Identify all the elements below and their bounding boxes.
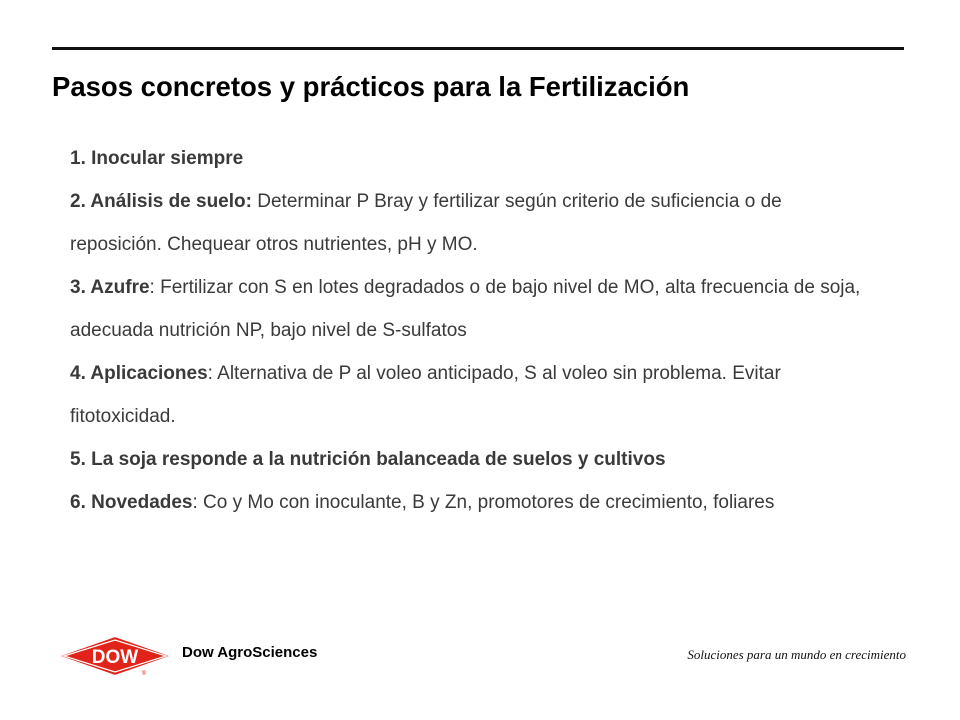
list-item-5-bold: 5. La soja responde a la nutrición balanceada de suelos y cultivos	[70, 449, 666, 470]
list-item-3-bold: 3. Azufre	[70, 277, 150, 298]
list-item-4-bold: 4. Aplicaciones	[70, 363, 208, 384]
list-item-4-text: : Alternativa de P al voleo anticipado, S al voleo sin problema. Evitar fitotoxicidad.	[70, 363, 781, 427]
list-item-6-text: : Co y Mo con inoculante, B y Zn, promotores de crecimiento, foliares	[192, 492, 775, 513]
content-list	[70, 137, 870, 524]
list-item-6-bold: 6. Novedades	[70, 492, 193, 513]
list-item-2-text: Determinar P Bray y fertilizar según criterio de suficiencia o de reposición. Chequear otros nutrientes, pH y MO.	[70, 191, 782, 255]
footer-tagline: Soluciones para un mundo en crecimiento	[687, 647, 906, 662]
slide-title: Pasos concretos y prácticos para la Fertilización	[52, 71, 690, 102]
top-rule	[52, 47, 904, 50]
footer-company-name: Dow AgroSciences	[182, 644, 318, 661]
dow-diamond-logo	[55, 634, 175, 678]
list-item-5	[70, 438, 870, 481]
list-item-6	[70, 481, 870, 524]
registered-mark: ®	[141, 671, 147, 677]
list-item-1-bold: 1. Inocular siempre	[70, 148, 244, 169]
list-item-3	[70, 266, 870, 352]
list-item-2	[70, 180, 870, 266]
list-item-1	[70, 137, 870, 180]
list-item-4	[70, 352, 870, 438]
list-item-3-text: : Fertilizar con S en lotes degradados o de bajo nivel de MO, alta frecuencia de soja, adecuada nutrición NP, bajo nivel de S-sulfatos	[70, 277, 861, 341]
dow-logo-text: DOW	[91, 647, 139, 668]
list-item-2-bold: 2. Análisis de suelo:	[70, 191, 252, 212]
